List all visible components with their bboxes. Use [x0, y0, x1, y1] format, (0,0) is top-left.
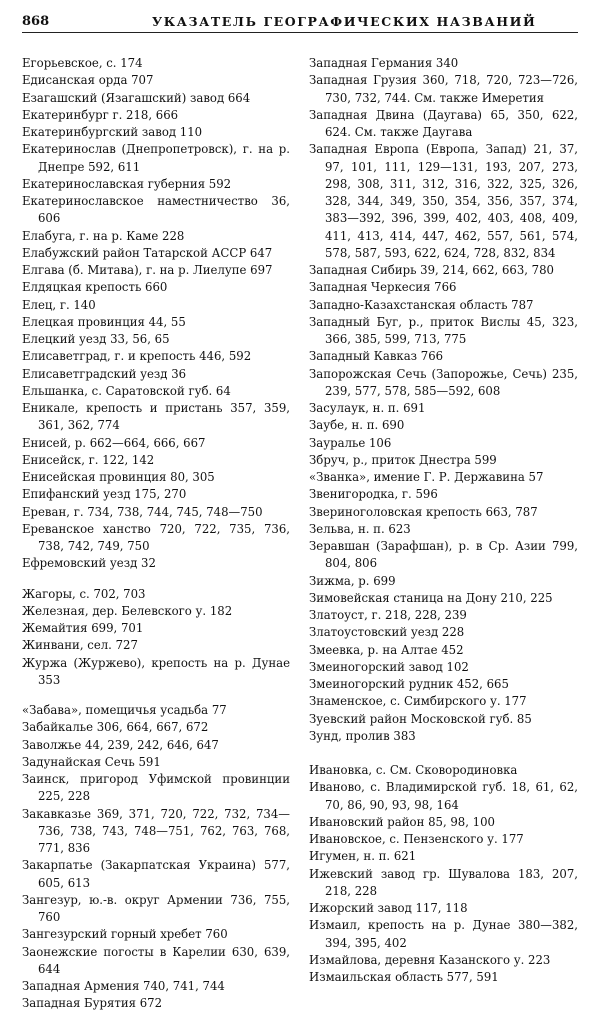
index-entry: «Забава», помещичья усадьба 77: [22, 703, 227, 717]
index-entry: Закарпатье (Закарпатская Украина) 577, 605, 613: [22, 858, 290, 890]
index-entry: Езагашский (Язагашский) завод 664: [22, 90, 251, 105]
index-entry: Звенигородка, г. 596: [309, 487, 438, 502]
index-group-z-continued: [309, 55, 578, 745]
index-group-i: [309, 762, 578, 986]
index-entry: Зангезурский горный хребет 760: [22, 927, 228, 942]
index-entry: Западный Кавказ 766: [309, 349, 444, 364]
index-entry: Егорьевское, с. 174: [22, 56, 143, 70]
index-entry: Змеиногорский рудник 452, 665: [309, 677, 509, 691]
index-entry: Заволжье 44, 239, 242, 646, 647: [22, 737, 219, 752]
index-entry: Златоустовский уезд 228: [309, 625, 465, 640]
index-entry: Збруч, р., приток Днестра 599: [309, 452, 497, 467]
group-separator: [22, 573, 290, 586]
index-entry: Зауралье 106: [309, 435, 392, 450]
index-entry: Иваново, с. Владимирской губ. 18, 61, 62, 70, 86, 90, 93, 98, 164: [309, 780, 578, 812]
index-entry: Звериноголовская крепость 663, 787: [309, 504, 538, 519]
index-entry: Елгава (б. Митава), г. на р. Лиелупе 697: [22, 263, 273, 277]
index-entry: Зимовейская станица на Дону 210, 225: [309, 590, 553, 605]
index-entry: Жемайтия 699, 701: [22, 621, 144, 635]
index-entry: Западная Грузия 360, 718, 720, 723—726, 730, 732, 744. См. также Имеретия: [309, 73, 578, 105]
index-entry: Елабуга, г. на р. Каме 228: [22, 228, 185, 243]
index-entry: Железная, дер. Белевского у. 182: [22, 603, 233, 618]
index-entry: Епифанский уезд 175, 270: [22, 487, 187, 502]
index-entry: Закавказье 369, 371, 720, 722, 732, 734—736, 738, 743, 748—751, 762, 763, 768, 771, 836: [22, 806, 290, 855]
index-entry: Западный Буг, р., приток Вислы 45, 323, 366, 385, 599, 713, 775: [309, 314, 578, 346]
running-title: УКАЗАТЕЛЬ ГЕОГРАФИЧЕСКИХ НАЗВАНИЙ: [152, 14, 537, 29]
index-entry: Заонежские погосты в Карелии 630, 639, 644: [22, 944, 290, 976]
index-entry: Ереванское ханство 720, 722, 735, 736, 738, 742, 749, 750: [22, 521, 290, 553]
index-entry: Задунайская Сечь 591: [22, 754, 161, 769]
index-entry: Екатеринбургский завод 110: [22, 125, 203, 139]
index-entry: Измайлова, деревня Казанского у. 223: [309, 952, 551, 967]
index-entry: Западная Черкесия 766: [309, 280, 457, 295]
index-group-e: [22, 55, 290, 573]
index-entry: Ивановский район 85, 98, 100: [309, 814, 495, 829]
index-entry: Енисейская провинция 80, 305: [22, 470, 215, 484]
index-entry: Златоуст, г. 218, 228, 239: [309, 608, 467, 622]
index-entry: Игумен, н. п. 621: [309, 849, 417, 864]
index-entry: Засулаук, н. п. 691: [309, 401, 426, 415]
index-entry: Жагоры, с. 702, 703: [22, 586, 146, 601]
index-entry: Елецкая провинция 44, 55: [22, 314, 186, 329]
index-entry: Змеевка, р. на Алтае 452: [309, 642, 464, 657]
group-separator: [309, 745, 578, 762]
index-entry: Зангезур, ю.-в. округ Армении 736, 755, 760: [22, 892, 290, 924]
index-entry: Екатеринослав (Днепропетровск), г. на р. Днепре 592, 611: [22, 142, 290, 174]
index-group-zh: [22, 586, 290, 690]
index-entry: Зуевский район Московской губ. 85: [309, 711, 532, 726]
index-entry: Екатеринбург г. 218, 666: [22, 107, 179, 122]
index-entry: Западная Сибирь 39, 214, 662, 663, 780: [309, 263, 554, 277]
index-entry: «Званка», имение Г. Р. Державина 57: [309, 470, 544, 484]
index-entry: Зунд, пролив 383: [309, 728, 416, 743]
index-entry: Екатеринославская губерния 592: [22, 176, 232, 191]
index-entry: Забайкалье 306, 664, 667, 672: [22, 720, 209, 735]
page-header: [22, 10, 578, 33]
index-entry: Зельва, н. п. 623: [309, 521, 411, 536]
index-entry: Западная Европа (Европа, Запад) 21, 37, 97, 101, 111, 129—131, 193, 207, 273, 298, 308, 311, 312, 316, 322, 325, 326, 328, 344, 349, 350, 354, 356, 357, 374, 383—392, 396, 399, 402, 403, 408, 409, 411, 413, 414, 447, 462, 557, 561, 574, 578, 587, 593, 622, 624, 728, 832, 834: [309, 142, 578, 260]
index-entry: Западная Бурятия 672: [22, 996, 163, 1011]
left-column: [22, 55, 290, 1013]
page-number: 868: [22, 14, 50, 29]
index-entry: Елабужский район Татарской АССР 647: [22, 245, 273, 260]
index-entry: Елдяцкая крепость 660: [22, 280, 168, 295]
index-entry: Ижорский завод 117, 118: [309, 901, 468, 915]
index-entry: Ельшанка, с. Саратовской губ. 64: [22, 383, 231, 398]
group-separator: [22, 689, 290, 702]
index-entry: Енисей, р. 662—664, 666, 667: [22, 435, 206, 450]
index-entry: Знаменское, с. Симбирского у. 177: [309, 694, 527, 709]
index-entry: Измаильская область 577, 591: [309, 970, 499, 984]
index-entry: Заубе, н. п. 690: [309, 418, 405, 433]
index-entry: Западная Армения 740, 741, 744: [22, 979, 225, 993]
index-entry: Ефремовский уезд 32: [22, 556, 156, 571]
index-entry: Западно-Казахстанская область 787: [309, 297, 534, 312]
index-entry: Енисейск, г. 122, 142: [22, 452, 155, 467]
index-entry: Жинвани, сел. 727: [22, 638, 138, 653]
index-entry: Зижма, р. 699: [309, 573, 396, 588]
index-entry: Заинск, пригород Уфимской провинции 225, 228: [22, 772, 290, 804]
index-entry: Зеравшан (Зарафшан), р. в Ср. Азии 799, 804, 806: [309, 539, 578, 571]
index-entry: Едисанская орда 707: [22, 73, 154, 88]
index-entry: Ижевский завод гр. Шувалова 183, 207, 218, 228: [309, 866, 578, 898]
index-entry: Ивановка, с. См. Сковородиновка: [309, 763, 518, 777]
index-entry: Елец, г. 140: [22, 297, 96, 312]
index-entry: Ереван, г. 734, 738, 744, 745, 748—750: [22, 504, 263, 519]
index-entry: Елисаветград, г. и крепость 446, 592: [22, 349, 252, 364]
index-entry: Измаил, крепость на р. Дунае 380—382, 394, 395, 402: [309, 918, 578, 950]
index-entry: Еникале, крепость и пристань 357, 359, 361, 362, 774: [22, 401, 290, 433]
index-entry: Елецкий уезд 33, 56, 65: [22, 332, 170, 346]
index-group-z: [22, 702, 290, 1013]
index-entry: Западная Германия 340: [309, 56, 459, 70]
index-entry: Ивановское, с. Пензенского у. 177: [309, 832, 524, 846]
index-entry: Западная Двина (Даугава) 65, 350, 622, 624. См. также Даугава: [309, 107, 578, 139]
right-column: [309, 55, 578, 986]
index-entry: Екатеринославское наместничество 36, 606: [22, 194, 290, 226]
index-entry: Змеиногорский завод 102: [309, 659, 469, 674]
index-entry: Журжа (Журжево), крепость на р. Дунае 353: [22, 655, 290, 687]
index-entry: Запорожская Сечь (Запорожье, Сечь) 235, 239, 577, 578, 585—592, 608: [309, 366, 578, 398]
index-entry: Елисаветградский уезд 36: [22, 366, 187, 381]
